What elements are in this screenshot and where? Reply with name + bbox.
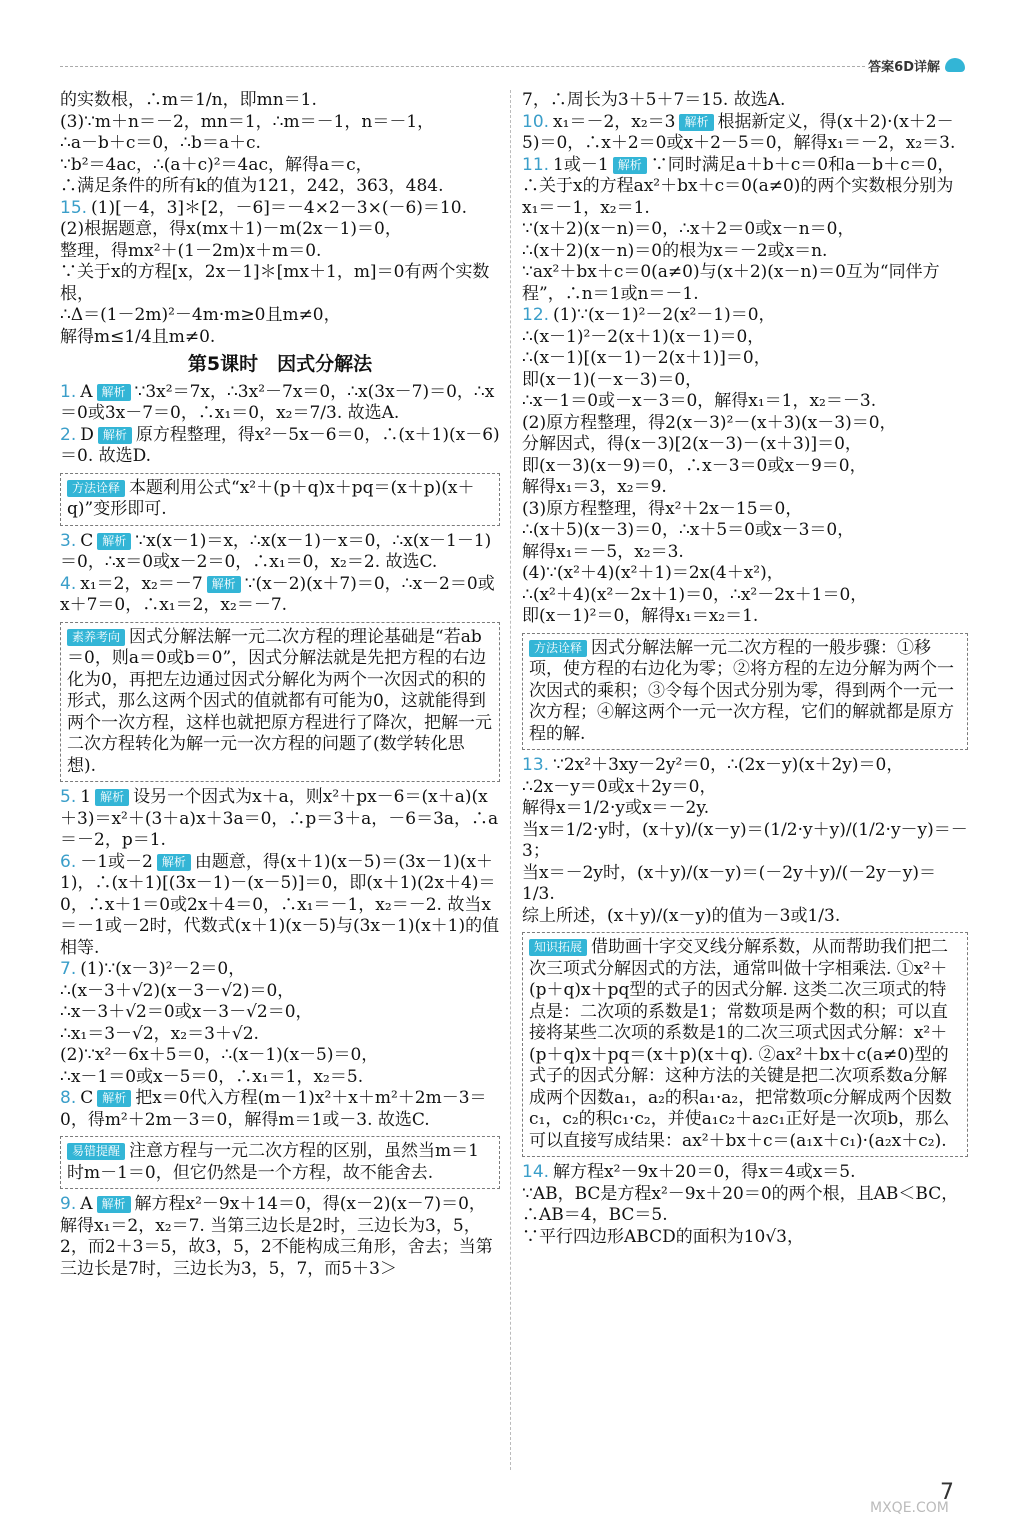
column-divider xyxy=(510,90,511,1470)
line-text: 由题意，得(x＋1)(x－5)＝(3x－1)(x＋1)，∴(x＋1)[(3x－1)－(x－5)]＝0，即(x＋1)(2x＋4)＝0，∴x＋1＝0或2x＋4＝0，∴x₁＝－1，x₂＝－2. 故当x＝－1或－2时，代数式(x＋1)(x－5)与(3x－1)(x＋1)的值相等. xyxy=(60,851,500,958)
question-item xyxy=(60,1194,500,1280)
line-text: (4)∵(x²＋4)(x²＋1)＝2x(4＋x²)， xyxy=(522,563,784,583)
note-tag: 方法诠释 xyxy=(529,640,587,657)
question-number: 14. xyxy=(522,1162,550,1182)
answer: C xyxy=(80,1088,94,1108)
text-line xyxy=(522,477,968,499)
line-text: 当x＝－2y时，(x＋y)/(x－y)＝(－2y＋y)/(－2y－y)＝1/3. xyxy=(522,862,936,904)
analysis-tag: 解析 xyxy=(95,789,129,806)
text-line xyxy=(60,1067,500,1089)
text-line xyxy=(60,155,500,177)
answer: x₁＝2，x₂＝－7 xyxy=(80,573,203,594)
text-line xyxy=(522,542,968,564)
answer: A xyxy=(80,1194,93,1214)
analysis-tag: 解析 xyxy=(98,427,132,444)
text-line xyxy=(522,456,968,478)
note-tag: 易错提醒 xyxy=(67,1143,125,1160)
line-text: ∴满足条件的所有k的值为121，242，363，484. xyxy=(60,176,444,196)
analysis-tag: 解析 xyxy=(679,114,713,131)
right-column xyxy=(522,90,968,1248)
question-number: 3. xyxy=(60,530,77,551)
question-item xyxy=(522,155,968,220)
note-text: 注意方程与一元二次方程的区别，虽然当m＝1时m－1＝0，但它仍然是一个方程，故不能舍去. xyxy=(67,1141,479,1183)
question-item xyxy=(60,1088,500,1131)
answer: D xyxy=(80,424,94,445)
text-line xyxy=(522,370,968,392)
question-item xyxy=(522,1162,968,1184)
line-text: ∵x(x－1)＝x，∴x(x－1)－x＝0，∴x(x－1－1)＝0，∴x＝0或x－2＝0，∴x₁＝0，x₂＝2. 故选C. xyxy=(60,530,492,572)
line-text: 即(x－1)(－x－3)＝0， xyxy=(522,369,703,390)
question-number: 11. xyxy=(522,154,550,175)
line-text: ∵ax²＋bx＋c＝0(a≠0)与(x＋2)(x－n)＝0互为“同伴方程”，∴n＝1或n＝－1. xyxy=(522,262,940,304)
text-line xyxy=(522,798,968,820)
header-title: 答案6D详解 xyxy=(868,60,940,75)
note-box xyxy=(60,622,500,783)
question-number: 6. xyxy=(60,851,77,872)
text-line xyxy=(522,413,968,435)
text-line xyxy=(60,1024,500,1046)
text-line xyxy=(522,262,968,305)
line-text: ∵(x＋2)(x－n)＝0，∴x＋2＝0或x－n＝0， xyxy=(522,219,855,239)
note-text: 借助画十字交叉线分解系数，从而帮助我们把二次三项式分解因式的方法，通常叫做十字相乘法. ①x²＋(p＋q)x＋pq型的式子的因式分解. 这类二次三项式的特点是：二次项的系数是1；常数项是两个数的积；可以直接将某些二次项的系数是1的二次三项式因式分解：x²＋(p＋q)x＋pq＝(x＋p)(x＋q). ②ax²＋bx＋c(a≠0)型的式子的因式分解：这种方法的关键是把二次项系数a分解成两个因数a₁，a₂的积a₁·a₂，把常数项c分解成两个因数c₁，c₂的积c₁·c₂，并使a₁c₂＋a₂c₁正好是一次项b，那么可以直接写成结果：ax²＋bx＋c＝(a₁x＋c₁)·(a₂x＋c₂). xyxy=(529,937,952,1151)
question-number: 9. xyxy=(60,1194,77,1214)
line-text: (1)∵(x－1)²－2(x²－1)＝0， xyxy=(553,305,776,325)
text-line xyxy=(60,262,500,305)
answer: x₁＝－2，x₂＝3 xyxy=(553,111,676,132)
line-text: (3)原方程整理，得x²＋2x－15＝0， xyxy=(522,498,803,519)
line-text: ∴(x－1)²－2(x＋1)(x－1)＝0， xyxy=(522,326,765,347)
note-text: 本题利用公式“x²＋(p＋q)x＋pq＝(x＋p)(x＋q)”变形即可. xyxy=(67,477,475,519)
line-text: ∴x－1＝0或x－5＝0，∴x₁＝1，x₂＝5. xyxy=(60,1066,364,1087)
line-text: 把x＝0代入方程(m－1)x²＋x＋m²＋2m－3＝0，得m²＋2m－3＝0，解得m＝1或－3. 故选C. xyxy=(60,1088,487,1130)
line-text: ∵3x²＝7x，∴3x²－7x＝0，∴x(3x－7)＝0，∴x＝0或3x－7＝0，∴x₁＝0，x₂＝7/3. 故选A. xyxy=(60,381,495,423)
note-text: 因式分解法解一元二次方程的一般步骤：①移项，使方程的右边化为零；②将方程的左边分解为两个一次因式的乘积；③令每个因式分别为零，得到两个一元一次方程；④解这两个一元一次方程，它们的解就都是原方程的解. xyxy=(529,637,954,744)
text-line xyxy=(60,1002,500,1024)
line-text: (1)∵(x－3)²－2＝0， xyxy=(80,959,246,979)
line-text: 设另一个因式为x＋a，则x²＋px－6＝(x＋a)(x＋3)＝x²＋(3＋a)x＋3a＝0，∴p＝3＋a，－6＝3a，∴a＝－2，p＝1. xyxy=(60,787,499,850)
text-line xyxy=(60,90,500,112)
question-item xyxy=(60,198,500,220)
line-text: 解方程x²－9x＋14＝0，得(x－2)(x－7)＝0，解得x₁＝2，x₂＝7. 当第三边长是2时，三边长为3，5，2，而2＋3＝5，故3，5，2不能构成三角形，舍去；当第三边长是7时，三边长为3，5，7，而5＋3＞ xyxy=(60,1194,493,1279)
question-item xyxy=(60,425,500,468)
watermark: MXQE.COM xyxy=(870,1500,949,1516)
line-text: ∵关于x的方程[x，2x－1]＊[mx＋1，m]＝0有两个实数根， xyxy=(60,262,490,304)
analysis-tag: 解析 xyxy=(207,576,241,593)
question-number: 7. xyxy=(60,959,77,979)
line-text: 解得x＝1/2·y或x＝－2y. xyxy=(522,798,710,818)
line-text: 即(x－3)(x－9)＝0，∴x－3＝0或x－9＝0， xyxy=(522,455,867,476)
answer: －1或－2 xyxy=(80,851,153,872)
question-number: 13. xyxy=(522,755,550,775)
line-text: ∴(x＋5)(x－3)＝0，∴x＋5＝0或x－3＝0， xyxy=(522,520,855,540)
question-number: 15. xyxy=(60,197,88,218)
line-text: 当x＝1/2·y时，(x＋y)/(x－y)＝(1/2·y＋y)/(1/2·y－y)＝－3； xyxy=(522,819,968,861)
text-line xyxy=(522,499,968,521)
question-number: 10. xyxy=(522,111,550,132)
text-line xyxy=(522,777,968,799)
question-number: 12. xyxy=(522,305,550,325)
answer: C xyxy=(80,530,94,551)
question-item xyxy=(522,305,968,327)
note-text: 因式分解法解一元二次方程的理论基础是“若ab＝0，则a＝0或b＝0”，因式分解法就是先把方程的右边化为0，再把左边通过因式分解化为两个一次因式的积的形式，那么这两个因式的值就都有可能为0，这就能得到两个一次方程，这样也就把原方程进行了降次，把解一元二次方程转化为解一元一次方程的问题了(数学转化思想). xyxy=(67,626,492,776)
page-number: 7 xyxy=(940,1480,954,1505)
text-line xyxy=(522,327,968,349)
text-line xyxy=(522,90,968,112)
note-box xyxy=(60,473,500,526)
answer: A xyxy=(80,381,93,402)
text-line xyxy=(60,112,500,134)
analysis-tag: 解析 xyxy=(97,384,131,401)
text-line xyxy=(60,305,500,327)
note-tag: 方法诠释 xyxy=(67,480,125,497)
line-text: ∴2x－y＝0或x＋2y＝0， xyxy=(522,776,717,797)
line-text: 原方程整理，得x²－5x－6＝0，∴(x＋1)(x－6)＝0. 故选D. xyxy=(60,424,500,466)
analysis-tag: 解析 xyxy=(97,533,131,550)
note-box xyxy=(522,633,968,751)
text-line xyxy=(522,520,968,542)
line-text: 综上所述，(x＋y)/(x－y)的值为－3或1/3. xyxy=(522,905,841,926)
line-text: (2)∵x²－6x＋5＝0，∴(x－1)(x－5)＝0， xyxy=(60,1045,379,1065)
line-text: 解得m≤1/4且m≠0. xyxy=(60,326,216,347)
text-line xyxy=(60,219,500,241)
text-line xyxy=(522,863,968,906)
note-tag: 素养考向 xyxy=(67,629,125,646)
header-rule xyxy=(60,66,865,67)
text-line xyxy=(522,348,968,370)
text-line xyxy=(522,391,968,413)
question-item xyxy=(522,112,968,155)
line-text: ∴x－3＋√2＝0或x－3－√2＝0， xyxy=(60,1002,313,1022)
line-text: 7，∴周长为3＋5＋7＝15. 故选A. xyxy=(522,90,786,110)
question-item xyxy=(60,852,500,960)
line-text: ∵平行四边形ABCD的面积为10√3， xyxy=(522,1226,805,1247)
line-text: ∴x－1＝0或－x－3＝0，解得x₁＝1，x₂＝－3. xyxy=(522,391,877,411)
line-text: 即(x－1)²＝0，解得x₁＝x₂＝1. xyxy=(522,606,759,626)
text-line xyxy=(522,434,968,456)
book-logo-icon xyxy=(945,58,965,72)
analysis-tag: 解析 xyxy=(97,1090,131,1107)
line-text: 的实数根，∴m＝1/n，即mn＝1. xyxy=(60,90,317,110)
line-text: 整理，得mx²＋(1－2m)x＋m＝0. xyxy=(60,240,322,261)
line-text: 分解因式，得(x－3)[2(x－3)－(x＋3)]＝0， xyxy=(522,434,862,454)
question-item xyxy=(60,382,500,425)
text-line xyxy=(60,1045,500,1067)
question-item xyxy=(60,787,500,852)
line-text: ∵同时满足a＋b＋c＝0和a－b＋c＝0，∴关于x的方程ax²＋bx＋c＝0(a≠0)的两个实数根分别为x₁＝－1，x₂＝1. xyxy=(522,154,955,218)
analysis-tag: 解析 xyxy=(613,157,647,174)
question-number: 4. xyxy=(60,573,77,594)
line-text: ∴a－b＋c＝0，∴b＝a＋c. xyxy=(60,133,261,153)
question-item xyxy=(60,959,500,981)
text-line xyxy=(60,981,500,1003)
text-line xyxy=(522,585,968,607)
text-line xyxy=(522,820,968,863)
analysis-tag: 解析 xyxy=(157,854,191,871)
line-text: ∵(x－2)(x＋7)＝0，∴x－2＝0或x＋7＝0，∴x₁＝2，x₂＝－7. xyxy=(60,573,495,615)
note-box xyxy=(522,932,968,1157)
line-text: ∴x₁＝3－√2，x₂＝3＋√2. xyxy=(60,1023,259,1044)
question-item xyxy=(522,755,968,777)
line-text: 根据新定义，得(x＋2)·(x＋2－5)＝0，∴x＋2＝0或x＋2－5＝0，解得x₁＝－2，x₂＝3. xyxy=(522,111,956,153)
line-text: (2)原方程整理，得2(x－3)²－(x＋3)(x－3)＝0， xyxy=(522,412,897,433)
note-tag: 知识拓展 xyxy=(529,939,587,956)
note-box xyxy=(60,1136,500,1189)
line-text: ∴(x－1)[(x－1)－2(x＋1)]＝0， xyxy=(522,348,771,368)
question-number: 1. xyxy=(60,381,77,402)
line-text: (3)∵m＋n＝－2，mn＝1，∴m＝－1，n＝－1， xyxy=(60,111,435,132)
question-number: 2. xyxy=(60,424,77,445)
answer: 1 xyxy=(80,787,92,807)
text-line xyxy=(522,606,968,628)
section-title: 第5课时 因式分解法 xyxy=(187,353,373,375)
text-line xyxy=(60,176,500,198)
line-text: 解得x₁＝－5，x₂＝3. xyxy=(522,541,684,562)
line-text: 解方程x²－9x＋20＝0，得x＝4或x＝5. xyxy=(553,1162,856,1182)
text-line xyxy=(60,327,500,349)
line-text: ∵2x²＋3xy－2y²＝0，∴(2x－y)(x＋2y)＝0， xyxy=(553,755,904,775)
text-line xyxy=(522,219,968,241)
analysis-tag: 解析 xyxy=(97,1196,131,1213)
text-line xyxy=(522,906,968,928)
question-item xyxy=(60,574,500,617)
text-line xyxy=(522,563,968,585)
text-line xyxy=(60,133,500,155)
question-number: 5. xyxy=(60,787,77,807)
line-text: ∴(x²＋4)(x²－2x＋1)＝0，∴x²－2x＋1＝0， xyxy=(522,584,868,605)
text-line xyxy=(522,1227,968,1249)
question-number: 8. xyxy=(60,1088,77,1108)
page-header xyxy=(0,0,1035,80)
line-text: (2)根据题意，得x(mx＋1)－m(2x－1)＝0， xyxy=(60,219,402,239)
answer: 1或－1 xyxy=(553,154,609,175)
line-text: (1)[－4，3]＊[2，－6]＝－4×2－3×(－6)＝10. xyxy=(91,197,467,218)
left-column xyxy=(60,90,500,1280)
line-text: ∴Δ＝(1－2m)²－4m·m≥0且m≠0， xyxy=(60,305,341,325)
line-text: 解得x₁＝3，x₂＝9. xyxy=(522,477,667,497)
line-text: ∴(x－3＋√2)(x－3－√2)＝0， xyxy=(60,980,295,1001)
line-text: ∵AB，BC是方程x²－9x＋20＝0的两个根，且AB＜BC，∴AB＝4，BC＝5. xyxy=(522,1183,959,1225)
question-item xyxy=(60,531,500,574)
line-text: ∴(x＋2)(x－n)＝0的根为x＝－2或x＝n. xyxy=(522,240,828,261)
text-line xyxy=(60,241,500,263)
text-line xyxy=(522,1184,968,1227)
text-line xyxy=(522,241,968,263)
line-text: ∵b²＝4ac，∴(a＋c)²＝4ac，解得a＝c， xyxy=(60,154,373,175)
